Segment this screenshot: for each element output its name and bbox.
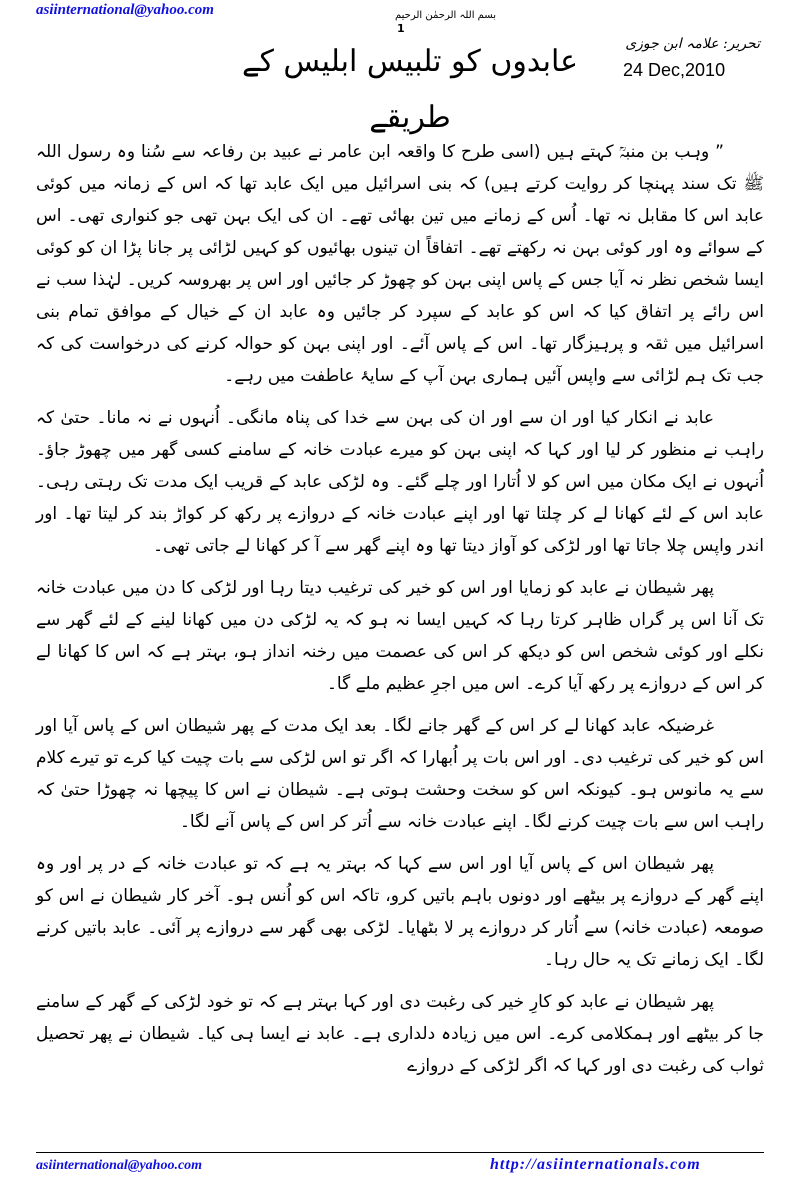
footer-email[interactable]: asiinternational@yahoo.com (36, 1158, 203, 1173)
header-email[interactable]: asiinternational@yahoo.com (36, 2, 214, 18)
paragraph: غرضیکہ عابد کھانا لے کر اس کے گھر جانے لگا۔ بعد ایک مدت کے پھر شیطان اس کے پاس آیا اور اس کو خیر کی ترغیب دی۔ اور اس بات پر اُبھارا کہ اگر تو اس لڑکی سے بات چیت کیا کرے تو تیرے کلام سے یہ مانوس ہو۔ کیونکہ اس کو سخت وحشت ہوتی ہے۔ شیطان نے اس کا پیچھا نہ چھوڑا حتیٰ کہ راہب اس سے بات چیت کرنے لگا۔ اپنے عبادت خانہ سے اُتر کر اس کے پاس آنے لگا۔ (36, 716, 764, 832)
paragraph: ” وہب بن منبہؒ کہتے ہیں (اسی طرح کا واقعہ ابن عامر نے عبید بن رفاعہ سے سُنا وہ رسول اللہ ﷺ تک سند پہنچا کر روایت کرتے ہیں) کہ بنی اسرائیل میں ایک عابد تھا کہ اس کے زمانہ میں کوئی عابد اس کا مقابل نہ تھا۔ اُس کے زمانے میں تین بھائی تھے۔ ان کی ایک بہن تھی جو کنواری تھی۔ اس کے سوائے وہ اور کوئی بہن نہ رکھتے تھے۔ اتفاقاً ان تینوں بھائیوں کو کہیں لڑائی پر جانا پڑا ان کو کوئی ایسا شخص نظر نہ آیا جس کے پاس اپنی بہن کو چھوڑ کر جائیں اور اس پر بھروسہ کریں۔ لہٰذا سب نے اس رائے پر اتفاق کیا کہ اس کو عابد کے سپرد کر جائیں وہ عابد ان کے خیال کے موافق تمام بنی اسرائیل میں ثقہ و پرہیزگار تھا۔ اس کے پاس آئے۔ اور اپنی بہن کو حوالہ کرنے کی درخواست کی کہ جب تک ہم لڑائی سے واپس آئیں ہماری بہن آپ کے سایۂ عاطفت میں رہے۔ (36, 142, 764, 386)
article-body (36, 136, 764, 1092)
paragraph: پھر شیطان نے عابد کو زمایا اور اس کو خیر کی ترغیب دیتا رہا اور لڑکی کا دن میں عبادت خانہ تک آنا اس پر گراں ظاہر کرتا رہا کہ کہیں ایسا نہ ہو کہ یہ لڑکی دن میں کھانا لینے کے لئے گھر سے نکلے اور کوئی شخص اس کو دیکھ کر اس کی عصمت میں رخنہ انداز ہو، بہتر ہے کہ اس کا کھانا لے کر اس کے دروازے پر رکھ آیا کرے۔ اس میں اجرِ عظیم ملے گا۔ (36, 578, 764, 694)
author-credit: تحریر: علامہ ابن جوزی (625, 36, 760, 52)
publish-date: 24 Dec,2010 (623, 60, 726, 80)
footer-divider (36, 1152, 764, 1153)
page-number: 1 (397, 22, 405, 35)
page-title: عابدوں کو تلبیس ابلیس کے طریقے (242, 44, 578, 135)
bismillah: بسم اللہ الرحمٰن الرحیم (395, 10, 497, 21)
footer-url[interactable]: http://asiinternationals.com (490, 1156, 701, 1173)
paragraph: عابد نے انکار کیا اور ان سے اور ان کی بہن سے خدا کی پناہ مانگی۔ اُنہوں نے نہ مانا۔ حتیٰ کہ راہب نے منظور کر لیا اور کہا کہ اپنی بہن کو میرے عبادت خانہ کے سامنے کسی گھر میں چھوڑ جاؤ۔ اُنہوں نے ایک مکان میں اس کو لا اُتارا اور چلے گئے۔ وہ لڑکی عابد کے قریب ایک مدت تک رہتی رہی۔ عابد اس کے لئے کھانا لے کر چلتا تھا اور اپنے عبادت خانہ کے دروازے پر رکھ کر کواڑ بند کر لیتا تھا۔ اور اندر واپس چلا جاتا تھا اور لڑکی کو آواز دیتا تھا وہ اپنے گھر سے آ کر کھانا لے جاتی تھی۔ (36, 408, 764, 556)
paragraph: پھر شیطان اس کے پاس آیا اور اس سے کہا کہ بہتر یہ ہے کہ تو عبادت خانہ کے در پر اور وہ اپنے گھر کے دروازے پر بیٹھے اور دونوں باہم باتیں کرو، تاکہ اس کو اُنس ہو۔ آخر کار شیطان نے اس کو صومعہ (عبادت خانہ) سے اُتار کر دروازے پر لا بٹھایا۔ لڑکی بھی گھر سے دروازے پر آئی۔ عابد باتیں کرنے لگا۔ ایک زمانے تک یہ حال رہا۔ (36, 854, 764, 970)
paragraph: پھر شیطان نے عابد کو کارِ خیر کی رغبت دی اور کہا بہتر ہے کہ تو خود لڑکی کے گھر کے سامنے جا کر بیٹھے اور ہمکلامی کرے۔ اس میں زیادہ دلداری ہے۔ عابد نے ایسا ہی کیا۔ شیطان نے پھر تحصیل ثواب کی رغبت دی اور کہا کہ اگر لڑکی کے دروازے (36, 992, 764, 1076)
